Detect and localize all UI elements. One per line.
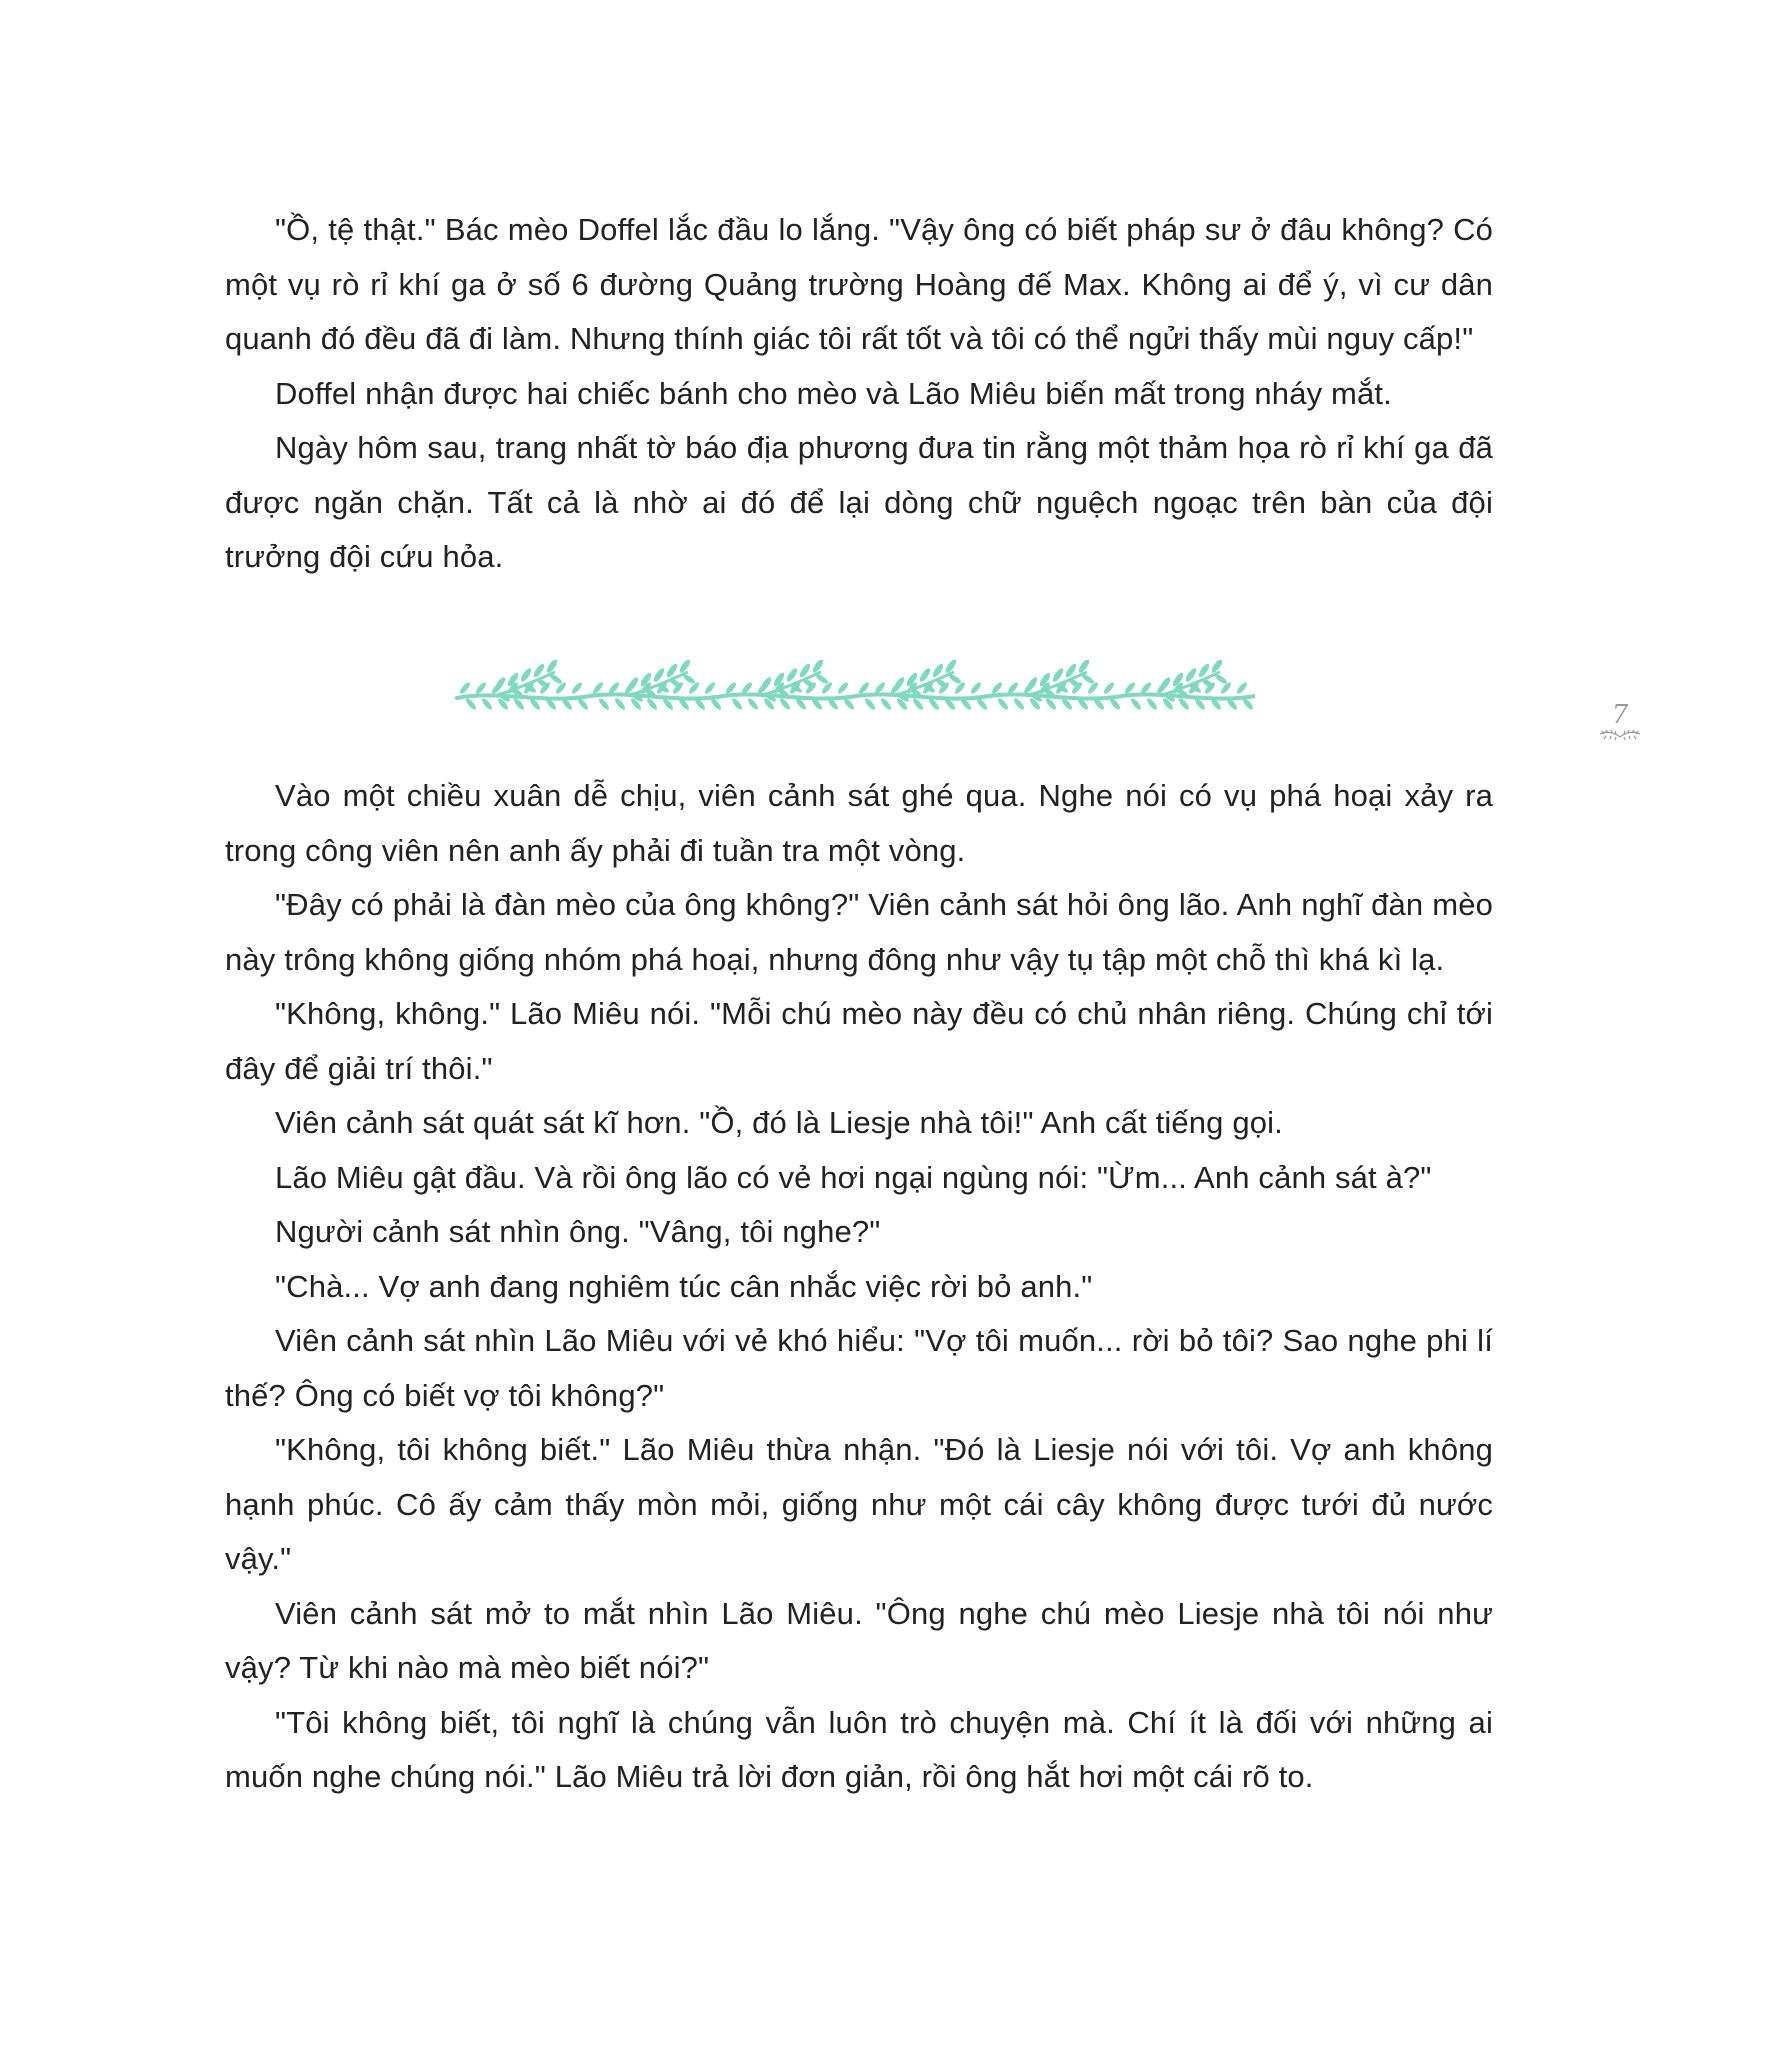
paragraph: Viên cảnh sát nhìn Lão Miêu với vẻ khó hiểu: "Vợ tôi muốn... rời bỏ tôi? Sao nghe phi lí thế? Ông có biết vợ tôi không?": [225, 1323, 1493, 1413]
paragraph: "Chà... Vợ anh đang nghiêm túc cân nhắc việc rời bỏ anh.": [275, 1268, 1093, 1304]
paragraph: Ngày hôm sau, trang nhất tờ báo địa phương đưa tin rằng một thảm họa rò rỉ khí ga đã được ngăn chặn. Tất cả là nhờ ai đó để lại dòng chữ nguệch ngoạc trên bàn của đội trưởng đội cứu hỏa.: [225, 430, 1493, 574]
page-number: [1598, 700, 1642, 742]
vine-branch-divider-icon: [455, 660, 1255, 730]
paragraph: "Không, tôi không biết." Lão Miêu thừa nhận. "Đó là Liesje nói với tôi. Vợ anh không hạnh phúc. Cô ấy cảm thấy mòn mỏi, giống như một cái cây không được tưới đủ nước vậy.": [225, 1432, 1493, 1576]
paragraph: Viên cảnh sát quát sát kĩ hơn. "Ồ, đó là Liesje nhà tôi!" Anh cất tiếng gọi.: [275, 1105, 1283, 1140]
page-number-label: 7: [1611, 700, 1629, 730]
top-text-section: [225, 203, 1493, 585]
paragraph: Doffel nhận được hai chiếc bánh cho mèo và Lão Miêu biến mất trong nháy mắt.: [275, 375, 1392, 411]
paragraph: Người cảnh sát nhìn ông. "Vâng, tôi nghe?": [275, 1214, 881, 1249]
paragraph: "Ồ, tệ thật." Bác mèo Doffel lắc đầu lo lắng. "Vậy ông có biết pháp sư ở đâu không? Có một vụ rò rỉ khí ga ở số 6 đường Quảng trường Hoàng đế Max. Không ai để ý, vì cư dân quanh đó đều đã đi làm. Nhưng thính giác tôi rất tốt và tôi có thể ngửi thấy mùi nguy cấp!": [225, 212, 1493, 356]
paragraph: "Tôi không biết, tôi nghĩ là chúng vẫn luôn trò chuyện mà. Chí ít là đối với những ai muốn nghe chúng nói." Lão Miêu trả lời đơn giản, rồi ông hắt hơi một cái rõ to.: [225, 1704, 1493, 1794]
paragraph: Vào một chiều xuân dễ chịu, viên cảnh sát ghé qua. Nghe nói có vụ phá hoại xảy ra trong công viên nên anh ấy phải đi tuần tra một vòng.: [225, 778, 1493, 868]
paragraph: "Không, không." Lão Miêu nói. "Mỗi chú mèo này đều có chủ nhân riêng. Chúng chỉ tới đây để giải trí thôi.": [225, 996, 1493, 1086]
bottom-text-section: [225, 769, 1493, 1805]
leaf-ornament-icon: [1598, 728, 1642, 742]
paragraph: Viên cảnh sát mở to mắt nhìn Lão Miêu. "Ông nghe chú mèo Liesje nhà tôi nói như vậy? Từ khi nào mà mèo biết nói?": [225, 1595, 1493, 1685]
paragraph: Lão Miêu gật đầu. Và rồi ông lão có vẻ hơi ngại ngùng nói: "Ừm... Anh cảnh sát à?": [275, 1159, 1432, 1195]
paragraph: "Đây có phải là đàn mèo của ông không?" Viên cảnh sát hỏi ông lão. Anh nghĩ đàn mèo này trông không giống nhóm phá hoại, nhưng đông như vậy tụ tập một chỗ thì khá kì lạ.: [225, 887, 1493, 977]
